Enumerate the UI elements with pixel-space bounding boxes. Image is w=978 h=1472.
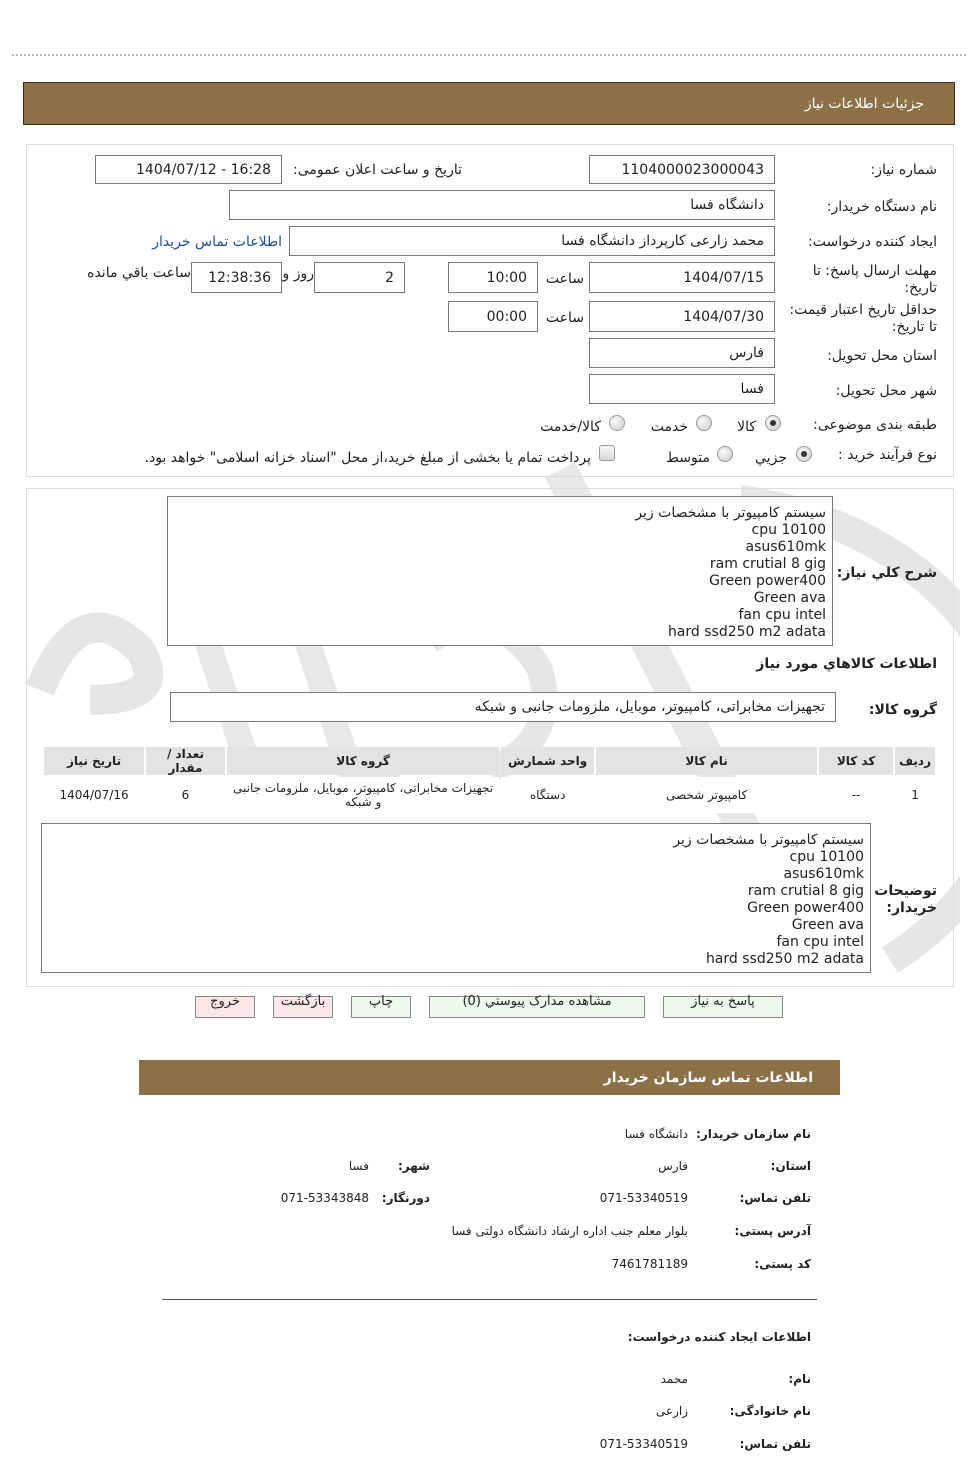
process-radio-medium[interactable] (717, 446, 733, 462)
validity-label-2: تا تاریخ: (891, 319, 937, 335)
table-cell: -- (819, 777, 893, 813)
province-field: فارس (589, 338, 775, 368)
city-field: فسا (589, 374, 775, 404)
contact-header (139, 1060, 840, 1095)
description-label: شرح کلي نياز: (836, 565, 937, 581)
category-radio-both[interactable] (609, 415, 625, 431)
treasury-payment-checkbox[interactable] (599, 445, 615, 461)
process-radio-partial[interactable] (796, 446, 812, 462)
goods-group-label: گروه کالا: (868, 702, 937, 718)
creator-name-label: نام: (788, 1372, 811, 1386)
text-line: hard ssd250 m2 adata (705, 951, 864, 967)
creator-family-value: زارعی (655, 1404, 688, 1418)
contact-fax-value: 071-53343848 (280, 1191, 369, 1205)
creator-name-value: محمد (660, 1372, 688, 1386)
validity-date-field: 1404/07/30 (589, 301, 775, 332)
contact-province-label: استان: (770, 1159, 811, 1173)
process-label: نوع فرآیند خرید : (838, 447, 937, 463)
text-line: ram crutial 8 gig (747, 883, 864, 899)
text-line: asus610mk (783, 866, 864, 882)
deadline-label-2: تاریخ: (904, 280, 937, 296)
validity-label: حداقل تاریخ اعتبار قیمت: (789, 302, 937, 318)
text-line: Green ava (791, 917, 864, 933)
table-cell: دستگاه (501, 777, 594, 813)
table-header-cell: گروه کالا (227, 747, 499, 775)
top-divider (12, 54, 966, 56)
creator-phone-value: 071-53340519 (599, 1437, 688, 1451)
contact-province-value: فارس (658, 1159, 688, 1173)
text-line: hard ssd250 m2 adata (667, 624, 826, 640)
reply-button[interactable]: پاسخ به نياز (663, 996, 783, 1018)
table-row (44, 777, 935, 813)
contact-org-label: نام سازمان خریدار: (696, 1127, 811, 1141)
contact-city-label: شهر: (398, 1159, 430, 1173)
days-label: روز و (282, 266, 314, 282)
table-cell: کامپیوتر شخصی (596, 777, 817, 813)
validity-time-label: ساعت (545, 310, 584, 326)
province-label: استان محل تحویل: (827, 348, 937, 364)
description-textarea (167, 496, 833, 646)
contact-title: اطلاعات تماس سازمان خریدار (603, 1070, 813, 1086)
table-header-cell: واحد شمارش (501, 747, 594, 775)
back-button[interactable]: بازگشت (273, 996, 333, 1018)
creator-label: ایجاد کننده درخواست: (808, 234, 937, 250)
table-cell: 1404/07/16 (44, 777, 144, 813)
creator-family-label: نام خانوادگی: (729, 1404, 811, 1418)
validity-time-field: 00:00 (448, 301, 538, 332)
payment-note: پرداخت تمام یا بخشی از مبلغ خرید،از محل "اسناد خزانه اسلامی" خواهد بود. (144, 450, 591, 466)
text-line: cpu 10100 (751, 522, 826, 538)
attachments-button[interactable]: مشاهده مدارک پیوستي (0) (429, 996, 645, 1018)
text-line: cpu 10100 (789, 849, 864, 865)
page-header (23, 82, 955, 125)
buyer-notes-textarea (41, 823, 871, 973)
contact-phone-value: 071-53340519 (599, 1191, 688, 1205)
goods-section-title: اطلاعات کالاهاي مورد نياز (756, 656, 937, 672)
creator-field: محمد زارعی کارپرداز دانشگاه فسا (289, 226, 775, 256)
buyer-org-label: نام دستگاه خریدار: (826, 199, 937, 215)
need-number-label: شماره نیاز: (870, 162, 937, 178)
text-line: Green ava (753, 590, 826, 606)
buyer-notes-label: توضیحات (874, 883, 937, 899)
contact-address-label: آدرس پستی: (734, 1224, 811, 1238)
deadline-label: مهلت ارسال پاسخ: تا (812, 263, 937, 279)
text-line: سیستم کامپیوتر با مشخصات زیر (673, 832, 864, 848)
contact-fax-label: دورنگار: (381, 1191, 430, 1205)
table-cell: 1 (895, 777, 935, 813)
text-line: Green power400 (709, 573, 826, 589)
buyer-org-field: دانشگاه فسا (229, 190, 775, 220)
category-option-goods: کالا (737, 419, 756, 435)
remaining-time-field: 12:38:36 (191, 262, 282, 293)
process-option-medium: متوسط (666, 450, 710, 466)
remaining-label: ساعت باقي مانده (87, 265, 191, 281)
text-line: Green power400 (747, 900, 864, 916)
goods-table (42, 745, 937, 815)
print-button[interactable]: چاپ (351, 996, 411, 1018)
contact-postal-value: 7461781189 (611, 1257, 688, 1271)
category-radio-service[interactable] (696, 415, 712, 431)
table-cell: 6 (146, 777, 225, 813)
announce-label: تاریخ و ساعت اعلان عمومی: (293, 162, 462, 178)
table-header-cell: رديف (895, 747, 935, 775)
contact-address-value: بلوار معلم جنب اداره ارشاد دانشگاه دولتی فسا (451, 1224, 688, 1238)
table-header-cell: تاريخ نياز (44, 747, 144, 775)
category-option-both: کالا/خدمت (540, 419, 601, 435)
buyer-contact-link[interactable]: اطلاعات تماس خریدار (152, 234, 282, 250)
days-field: 2 (314, 262, 405, 293)
table-header-cell: نام کالا (596, 747, 817, 775)
need-number-field: 1104000023000043 (589, 155, 775, 184)
table-header-cell: تعداد / مقدار (146, 747, 225, 775)
table-cell: تجهیزات مخابراتی، کامپیوتر، موبایل، ملزومات جانبی و شبکه (227, 777, 499, 813)
category-option-service: خدمت (650, 419, 688, 435)
creator-info-title: اطلاعات ایجاد کننده درخواست: (627, 1330, 811, 1344)
contact-phone-label: تلفن تماس: (739, 1191, 811, 1205)
contact-org-value: دانشگاه فسا (624, 1127, 688, 1141)
deadline-date-field: 1404/07/15 (589, 262, 775, 293)
table-header-cell: کد کالا (819, 747, 893, 775)
contact-postal-label: کد پستی: (754, 1257, 811, 1271)
category-radio-goods[interactable] (765, 415, 781, 431)
deadline-time-label: ساعت (545, 271, 584, 287)
deadline-time-field: 10:00 (448, 262, 538, 293)
announce-field: 1404/07/12 - 16:28 (95, 155, 282, 184)
exit-button[interactable]: خروج (195, 996, 255, 1018)
goods-group-field: تجهیزات مخابراتی، کامپیوتر، موبایل، ملزومات جانبی و شبکه (170, 692, 836, 722)
category-label: طبقه بندی موضوعی: (813, 417, 937, 433)
city-label: شهر محل تحویل: (835, 383, 937, 399)
text-line: ram crutial 8 gig (709, 556, 826, 572)
buyer-notes-label-2: خریدار: (886, 900, 937, 916)
text-line: fan cpu intel (738, 607, 826, 623)
creator-phone-label: تلفن تماس: (739, 1437, 811, 1451)
text-line: asus610mk (745, 539, 826, 555)
text-line: سیستم کامپیوتر با مشخصات زیر (635, 505, 826, 521)
contact-divider (162, 1299, 817, 1300)
text-line: fan cpu intel (776, 934, 864, 950)
process-option-partial: جزیي (755, 450, 787, 466)
page-title: جزئیات اطلاعات نیاز (804, 96, 924, 112)
contact-city-value: فسا (348, 1159, 369, 1173)
